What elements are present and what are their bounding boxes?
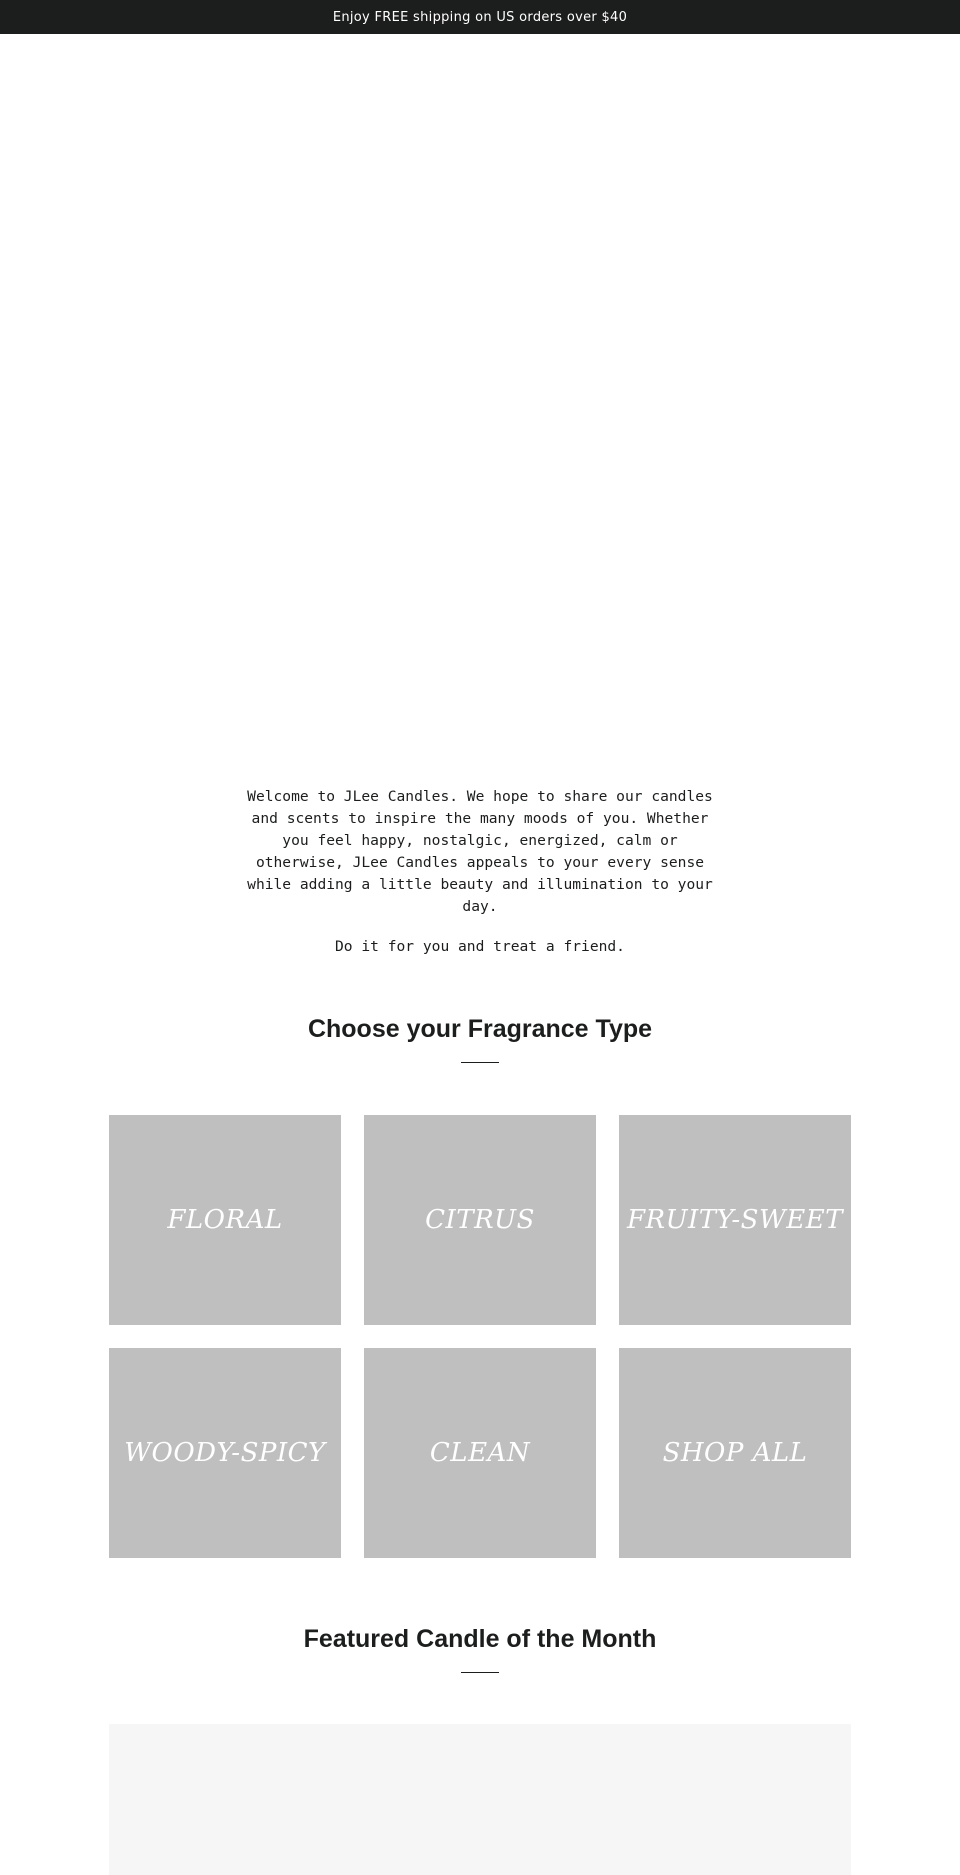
tile-label: FLORAL: [167, 1205, 283, 1235]
fragrance-tile-clean[interactable]: [364, 1348, 596, 1558]
fragrance-tile-floral[interactable]: [109, 1115, 341, 1325]
fragrance-tile-citrus[interactable]: [364, 1115, 596, 1325]
featured-section-title: Featured Candle of the Month: [303, 1625, 657, 1653]
tile-label: FRUITY-SWEET: [626, 1205, 844, 1235]
title-divider: [461, 1062, 499, 1063]
hero-banner: [0, 34, 960, 750]
tile-label: WOODY-SPICY: [124, 1438, 326, 1468]
title-divider: [461, 1672, 499, 1673]
fragrance-section-title: Choose your Fragrance Type: [307, 1015, 653, 1043]
fragrance-tile-shop-all[interactable]: [619, 1348, 851, 1558]
tile-label: SHOP ALL: [662, 1438, 808, 1468]
welcome-text: [236, 786, 724, 958]
fragrance-tile-woody-spicy[interactable]: [109, 1348, 341, 1558]
announcement-bar: [0, 0, 960, 34]
fragrance-tile-fruity-sweet[interactable]: [619, 1115, 851, 1325]
welcome-tagline: Do it for you and treat a friend.: [335, 938, 625, 955]
announcement-text: Enjoy FREE shipping on US orders over $40: [332, 9, 628, 25]
tile-label: CITRUS: [425, 1205, 535, 1235]
featured-product-image[interactable]: [109, 1724, 851, 1875]
tile-label: CLEAN: [429, 1438, 531, 1468]
welcome-paragraph: Welcome to JLee Candles. We hope to share our candles and scents to inspire the many moods of you. Whether you feel happy, nostalgic, energized, calm or otherwise, JLee Candles appeals to your every sense while adding a little beauty and illumination to your day.: [247, 788, 713, 915]
